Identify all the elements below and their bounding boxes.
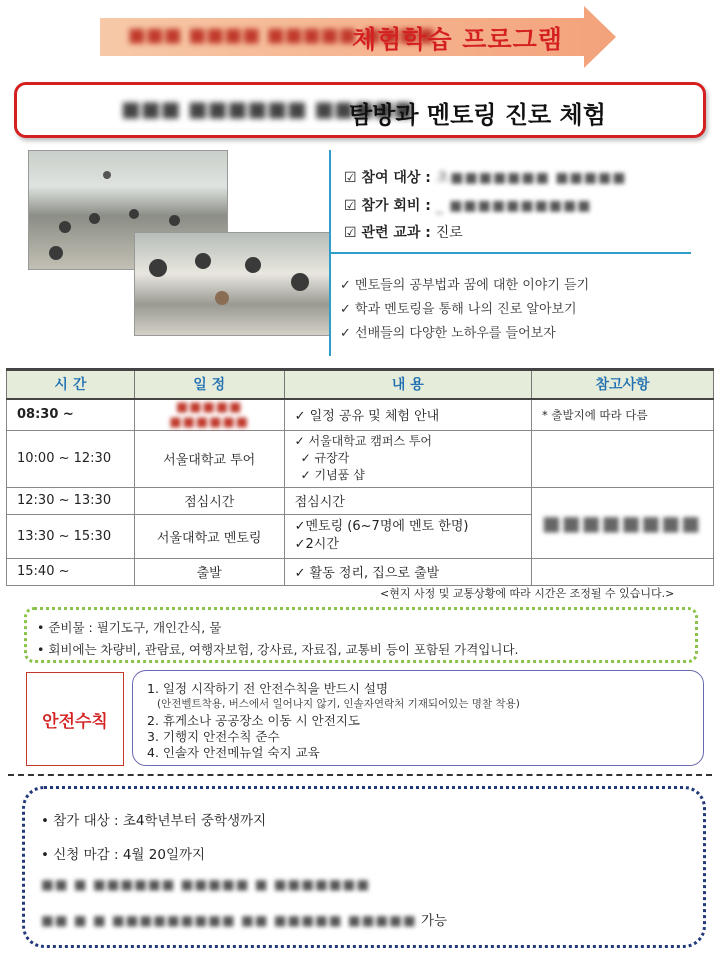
table-header-row [7,370,714,399]
row-note: * 출발지에 따라 다름 [531,399,713,431]
preparation-box [24,607,698,663]
row-note [531,558,713,585]
info-subject: ☑ 관련 교과 : 진로 [344,225,463,241]
prep-item: • 회비에는 차량비, 관람료, 여행자보험, 강사료, 자료집, 교통비 등이 포함된 가격입니다. [37,642,519,657]
main-title-blurred: ■■■ ■■■■■■ ■■■■■ [121,97,414,121]
safety-rule-detail: (안전벨트착용, 버스에서 일어나지 않기, 인솔자연락처 기재되어있는 명찰 착용) [157,698,520,710]
row-plan: 출발 [134,558,284,585]
row-time: 13:30 ~ 15:30 [7,514,135,558]
safety-rules-box [132,670,704,766]
row-plan: ■■■■■ ■■■■■■ [134,399,284,431]
header-content: 내 용 [284,370,531,399]
apply-blurred-line: ■■ ■ ■■■■■■ ■■■■■ ■ ■■■■■■■ [41,877,371,893]
safety-rule: 2. 휴게소나 공공장소 이동 시 안전지도 [147,713,360,728]
table-row [7,399,714,431]
info-fee-value: _ ■■■■■■■■■■ [435,198,592,214]
schedule-table [6,368,714,586]
info-point-2: ✓ 학과 멘토링을 통해 나의 진로 알아보기 [340,302,577,317]
row-content: 점심시간 [284,487,531,514]
row-plan: 서울대학교 투어 [134,430,284,487]
main-title: 탐방과 멘토링 진로 체험 [349,101,606,129]
row-note [531,430,713,487]
prep-item: • 준비물 : 필기도구, 개인간식, 물 [37,620,222,635]
row-plan: 점심시간 [134,487,284,514]
banner-title: 체험학습 프로그램 [352,25,563,54]
info-point-1: ✓ 멘토들의 공부법과 꿈에 대한 이야기 듣기 [340,278,590,293]
application-box [22,786,706,948]
row-plan: 서울대학교 멘토링 [134,514,284,558]
header-time: 시 간 [7,370,135,399]
row-content: ✓멘토링 (6~7명에 멘토 한명) ✓2시간 [284,514,531,558]
main-title-box [14,82,706,138]
apply-target: • 참가 대상 : 초4학년부터 중학생까지 [41,813,267,829]
table-row [7,487,714,514]
row-content: ✓ 일정 공유 및 체험 안내 [284,399,531,431]
row-time: 15:40 ~ [7,558,135,585]
info-target-value: 초■■■■■■■ ■■■■■ [435,170,627,186]
table-row [7,558,714,585]
row-time: 10:00 ~ 12:30 [7,430,135,487]
schedule-footnote: <현지 사정 및 교통상황에 따라 시간은 조정될 수 있습니다.> [380,587,675,600]
banner [98,4,618,70]
info-divider-horizontal [331,252,691,254]
apply-contact-line: ■■ ■ ■ ■■■■■■■■■ ■■ ■■■■■ ■■■■■ 가능 [41,913,448,929]
safety-rule: 4. 인솔자 안전메뉴얼 숙지 교육 [147,745,320,760]
banner-blurred-text: ■■■ ■■■■ ■■■■■ ■■■■ [128,24,436,46]
header-plan: 일 정 [134,370,284,399]
apply-deadline: • 신청 마감 : 4월 20일까지 [41,847,206,863]
row-time: 12:30 ~ 13:30 [7,487,135,514]
header-note: 참고사항 [531,370,713,399]
row-time: 08:30 ~ [7,399,135,431]
row-content: ✓ 활동 정리, 집으로 출발 [284,558,531,585]
info-target: ☑ 참여 대상 : 초■■■■■■■ ■■■■■ [344,167,626,187]
dashed-separator [8,774,712,776]
row-content: ✓ 서울대학교 캠퍼스 투어 ✓ 규장각 ✓ 기념품 샵 [284,430,531,487]
safety-rule: 1. 일정 시작하기 전 안전수칙을 반드시 설명 [147,681,389,696]
mentoring-photo [134,232,330,336]
table-row [7,430,714,487]
safety-rule: 3. 기행지 안전수칙 준수 [147,729,280,744]
row-note: ■■■■■■■■ [531,487,713,558]
info-subject-value: 진로 [435,225,463,241]
safety-tag: 안전수칙 [26,672,124,766]
info-fee: ☑ 참가 회비 : _ ■■■■■■■■■■ [344,198,592,214]
info-point-3: ✓ 선배들의 다양한 노하우를 들어보자 [340,326,556,341]
